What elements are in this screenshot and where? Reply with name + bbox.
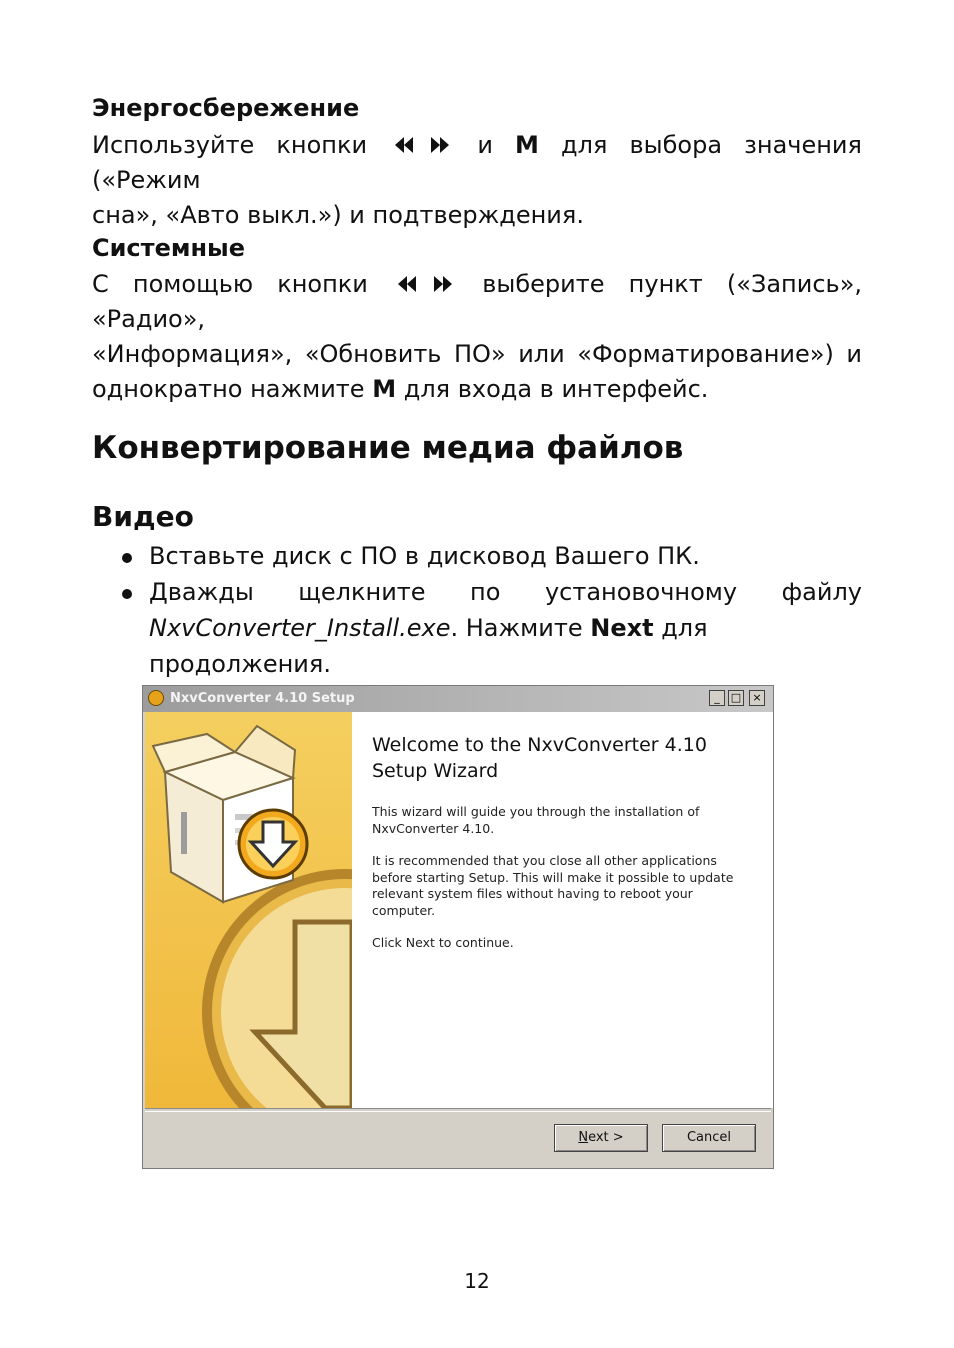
- list-item: [92, 538, 862, 574]
- system-text-post3: для входа в интерфейс.: [403, 375, 709, 403]
- system-text-post: выберите пункт («Запись», «Радио»,: [92, 270, 862, 333]
- system-text-pre: С помощью кнопки: [92, 270, 368, 298]
- rewind-forward-icon: [393, 134, 451, 156]
- system-heading: Системные: [92, 234, 246, 262]
- bullet-dot: [122, 553, 132, 563]
- energy-line-1: [92, 128, 862, 198]
- system-key-m: M: [372, 375, 397, 403]
- system-paragraph: [92, 267, 862, 407]
- box-download-illustration-icon: [145, 712, 352, 1108]
- dialog-title: NxvConverter 4.10 Setup: [170, 691, 355, 706]
- maximize-button[interactable]: □: [728, 690, 744, 706]
- wizard-text-1: This wizard will guide you through the installation of NxvConverter 4.10.: [372, 804, 700, 836]
- wizard-text-2: It is recommended that you close all other applications before starting Setup. This will make it possible to update relevant system files without having to reboot your computer.: [372, 853, 734, 918]
- energy-text-pre: Используйте кнопки: [92, 131, 368, 159]
- cancel-button[interactable]: Cancel: [662, 1124, 756, 1152]
- step-1-text: Вставьте диск с ПО в дисковод Вашего ПК.: [149, 542, 700, 570]
- step-2-line-1: Дважды щелкните по установочному файлу: [149, 578, 862, 606]
- system-line-2: «Информация», «Обновить ПО» или «Форматирование») и: [92, 340, 862, 368]
- bullet-dot: [122, 589, 132, 599]
- installer-app-icon: [148, 690, 164, 706]
- rewind-forward-icon: [396, 273, 454, 295]
- energy-text-and: и: [477, 131, 493, 159]
- page-number: 12: [464, 1269, 490, 1293]
- welcome-title: Welcome to the NxvConverter 4.10 Setup Wizard: [372, 734, 707, 782]
- list-item: [92, 574, 862, 682]
- close-button[interactable]: ×: [749, 690, 765, 706]
- energy-line-2: сна», «Авто выкл.») и подтверждения.: [92, 201, 584, 229]
- system-text-pre3: однократно нажмите: [92, 375, 365, 403]
- video-steps-list: [92, 538, 862, 682]
- step-2-mid: . Нажмите: [450, 614, 583, 642]
- energy-text-post: для выбора значения («Режим: [92, 131, 862, 194]
- energy-heading: Энергосбережение: [92, 94, 360, 122]
- next-hotkey: N: [578, 1130, 589, 1145]
- step-2-post: для продолжения.: [149, 614, 708, 678]
- system-line-3: [92, 372, 862, 407]
- minimize-button[interactable]: _: [709, 690, 725, 706]
- wizard-text-3: Click Next to continue.: [372, 935, 514, 950]
- energy-paragraph: [92, 128, 862, 233]
- next-keyword: Next: [590, 614, 654, 642]
- next-button[interactable]: [554, 1124, 648, 1152]
- setup-dialog: [142, 685, 774, 1169]
- next-label: ext >: [588, 1130, 624, 1145]
- dialog-titlebar[interactable]: [143, 686, 773, 712]
- convert-heading: Конвертирование медиа файлов: [92, 430, 684, 466]
- wizard-content: [352, 712, 773, 1108]
- installer-filename: NxvConverter_Install.exe: [149, 614, 451, 642]
- video-heading: Видео: [92, 500, 194, 533]
- step-2-line-2: [149, 610, 862, 682]
- wizard-side-banner: [145, 712, 352, 1108]
- system-line-1: [92, 267, 862, 337]
- button-separator: [145, 1108, 771, 1112]
- energy-key-m: M: [515, 131, 539, 159]
